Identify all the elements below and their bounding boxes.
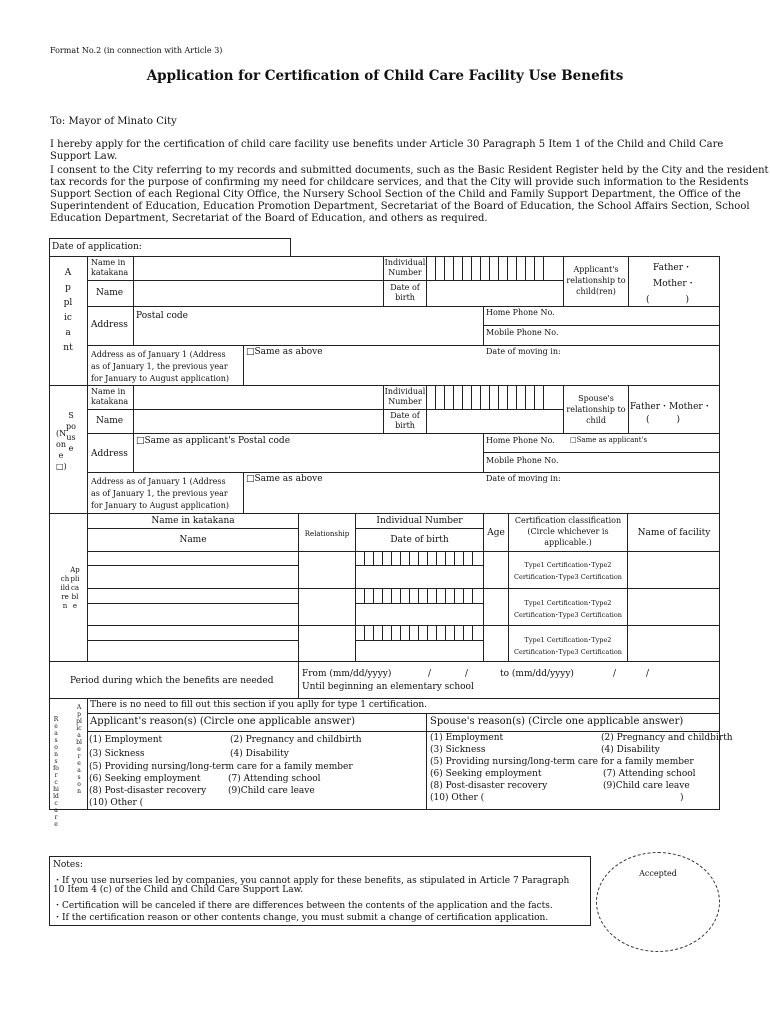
note-item: ・If the certification reason or other contents change, you must submit a change of certification application. — [53, 913, 549, 923]
applicant-individual-number-label: Individual Number — [384, 258, 426, 277]
children-side-label: children — [60, 575, 70, 610]
date-slash: / — [428, 669, 432, 679]
applicant-home-phone-label[interactable]: Home Phone No. — [486, 308, 555, 317]
spouse-katakana-input[interactable] — [134, 386, 382, 408]
col-relationship: Relationship — [304, 530, 350, 538]
spouse-relationship-label: Spouse's relationship to child — [566, 394, 626, 425]
applicant-relationship-label: Applicant's relationship to child(ren) — [566, 265, 626, 296]
reason-option[interactable]: (3) Sickness — [89, 749, 145, 759]
note-item: ・If you use nurseries led by companies, you cannot apply for these benefits, as stipulated in Article 7 Paragraph — [53, 876, 570, 886]
spouse-same-postal-checkbox[interactable]: □Same as applicant's Postal code — [136, 436, 291, 446]
spouse-individual-number-label: Individual Number — [384, 387, 426, 406]
col-certification: (Circle whichever is — [527, 527, 609, 536]
spouse-name-input[interactable] — [134, 410, 382, 432]
intro-line: I consent to the City referring to my records and submitted documents, such as the Basic Resident Register held by the City and the resident — [50, 165, 769, 176]
intro-line: I hereby apply for the certification of child care facility use benefits under Article 30 Paragraph 5 Item 1 of the Child and Child Care — [50, 139, 724, 150]
jan-address-label: Address as of January 1 (Address — [91, 350, 226, 359]
spouse-katakana-label: Name in katakana — [91, 387, 129, 406]
reason-option[interactable]: (10) Other ( — [89, 798, 144, 808]
applicant-mobile-phone-label[interactable]: Mobile Phone No. — [486, 328, 559, 337]
intro-line: Education Department, Secretariat of the Board of Education, and others as required. — [50, 213, 488, 224]
applicant-name-label: Name — [96, 288, 124, 298]
reason-option[interactable]: (9)Child care leave — [228, 786, 315, 796]
mother-option[interactable]: Mother・ — [653, 279, 696, 289]
col-date-of-birth: Date of birth — [390, 535, 449, 545]
cert-option[interactable]: Certification･Type3 Certification — [514, 573, 622, 581]
col-certification: Certification classification — [514, 516, 622, 525]
spouse-moving-in-label: Date of moving in: — [486, 474, 561, 483]
reasons-side-label: Applicable reason — [76, 704, 82, 795]
child-individual-number-input[interactable] — [355, 588, 483, 603]
cert-option[interactable]: Type1 Certification･Type2 — [524, 599, 612, 607]
period-from[interactable]: From (mm/dd/yyyy) — [302, 669, 392, 679]
date-slash: / — [465, 669, 469, 679]
intro-line: Superintendent of Education, Education Promotion Department, Secretariat of the Board of Education, the School Affairs Section, School — [50, 201, 750, 212]
cert-option[interactable]: Certification･Type3 Certification — [514, 648, 622, 656]
children-side-label: Applicable — [70, 566, 80, 610]
reason-option[interactable]: (2) Pregnancy and childbirth — [230, 735, 362, 745]
intro-line: Support Section of each Regional City Office, the Nursery School Section of the Child and Family Support Department, the Office of the — [50, 189, 741, 200]
applicant-individual-number-input[interactable] — [426, 256, 563, 280]
spouse-individual-number-input[interactable] — [426, 385, 563, 409]
reason-close-paren: ) — [680, 793, 684, 803]
applicant-address-input[interactable] — [134, 307, 482, 344]
father-option[interactable]: Father・ — [653, 263, 693, 273]
note-item: ・Certification will be canceled if there are differences between the contents of the application and the facts. — [53, 901, 553, 911]
col-certification: applicable.) — [544, 538, 592, 547]
cert-option[interactable]: Type1 Certification･Type2 — [524, 561, 612, 569]
intro-line: Support Law. — [50, 151, 118, 162]
reason-option[interactable]: (4) Disability — [601, 745, 660, 755]
period-label: Period during which the benefits are needed — [70, 676, 274, 686]
date-slash: / — [613, 669, 617, 679]
applicant-katakana-input[interactable] — [134, 257, 382, 279]
applicant-reasons-header: Applicant's reason(s) (Circle one applicable answer) — [90, 716, 355, 727]
reasons-side-label: Reasons for childcare — [53, 716, 59, 828]
jan-address-label: as of January 1, the previous year — [91, 489, 228, 498]
spouse-address-label: Address — [91, 449, 128, 459]
reason-option[interactable]: (7) Attending school — [603, 769, 696, 779]
date-of-application-field[interactable] — [49, 238, 291, 257]
spouse-father-mother-option[interactable]: Father・Mother・ — [630, 402, 712, 412]
applicant-katakana-label: Name in katakana — [91, 258, 129, 277]
intro-line: tax records for the purpose of confirming my need for childcare services, and that the City will provide such information to the Residents — [50, 177, 749, 188]
applicant-same-as-above-checkbox[interactable]: □Same as above — [246, 347, 323, 357]
reason-option[interactable]: (1) Employment — [89, 735, 163, 745]
cert-option[interactable]: Certification･Type3 Certification — [514, 611, 622, 619]
spouse-none-label[interactable]: (None□) — [56, 429, 67, 471]
spouse-dob-label: Date of birth — [390, 411, 420, 430]
spouse-address-input[interactable] — [134, 448, 482, 471]
col-facility: Name of facility — [637, 528, 711, 538]
spouse-same-as-above-checkbox[interactable]: □Same as above — [246, 474, 323, 484]
reason-option[interactable]: (8) Post-disaster recovery — [430, 781, 548, 791]
applicant-postal-code-label: Postal code — [136, 311, 188, 321]
col-name-katakana: Name in katakana — [151, 516, 235, 526]
col-name: Name — [179, 535, 207, 545]
spouse-same-phone-checkbox[interactable]: □Same as applicant's — [570, 436, 648, 444]
reason-option[interactable]: (9)Child care leave — [603, 781, 690, 791]
reason-option[interactable]: (10) Other ( — [430, 793, 485, 803]
spouse-name-label: Name — [96, 416, 124, 426]
period-to[interactable]: to (mm/dd/yyyy) — [500, 669, 574, 679]
accepted-label: Accepted — [639, 869, 677, 878]
format-note: Format No.2 (in connection with Article 3) — [50, 46, 223, 55]
date-of-application-label: Date of application: — [52, 242, 142, 252]
jan-address-label: as of January 1, the previous year — [91, 362, 228, 371]
reason-option[interactable]: (8) Post-disaster recovery — [89, 786, 207, 796]
reason-option[interactable]: (6) Seeking employment — [89, 774, 201, 784]
period-until-checkbox[interactable]: Until beginning an elementary school — [302, 682, 474, 692]
applicant-name-input[interactable] — [134, 281, 382, 305]
col-individual-number: Individual Number — [376, 516, 463, 526]
child-individual-number-input[interactable] — [355, 625, 483, 640]
reason-option[interactable]: (3) Sickness — [430, 745, 486, 755]
notes-title: Notes: — [53, 860, 83, 870]
col-age: Age — [487, 528, 505, 538]
spouse-reasons-header: Spouse's reason(s) (Circle one applicable answer) — [430, 716, 684, 727]
spouse-side-label: Spouse — [66, 411, 76, 453]
reason-option[interactable]: (7) Attending school — [228, 774, 321, 784]
cert-option[interactable]: Type1 Certification･Type2 — [524, 636, 612, 644]
reason-option[interactable]: (1) Employment — [430, 733, 504, 743]
child-individual-number-input[interactable] — [355, 551, 483, 565]
relationship-other[interactable]: ( ) — [646, 295, 690, 305]
spouse-mobile-phone-label[interactable]: Mobile Phone No. — [486, 456, 559, 465]
applicant-dob-input[interactable] — [427, 281, 562, 305]
spouse-relationship-other[interactable]: ( ) — [646, 415, 681, 425]
jan-address-label: for January to August application) — [91, 374, 229, 383]
applicant-side-label: Applicant — [63, 268, 73, 353]
spouse-dob-input[interactable] — [427, 410, 562, 432]
applicant-address-label: Address — [91, 320, 128, 330]
jan-address-label: for January to August application) — [91, 501, 229, 510]
reason-option[interactable]: (5) Providing nursing/long-term care for a family member — [89, 762, 353, 772]
note-item: 10 Item 4 (c) of the Child and Child Care Support Law. — [53, 885, 304, 895]
applicant-moving-in-label: Date of moving in: — [486, 347, 561, 356]
reason-option[interactable]: (6) Seeking employment — [430, 769, 542, 779]
reasons-note: There is no need to fill out this section if you aplly for type 1 certification. — [90, 700, 428, 710]
spouse-home-phone-label[interactable]: Home Phone No. — [486, 436, 555, 445]
page-title: Application for Certification of Child Care Facility Use Benefits — [146, 68, 624, 84]
applicant-dob-label: Date of birth — [390, 283, 420, 302]
accepted-stamp — [596, 852, 720, 952]
notes-box — [49, 856, 591, 926]
jan-address-label: Address as of January 1 (Address — [91, 477, 226, 486]
date-slash: / — [646, 669, 650, 679]
reason-option[interactable]: (5) Providing nursing/long-term care for a family member — [430, 757, 694, 767]
reason-option[interactable]: (2) Pregnancy and childbirth — [601, 733, 733, 743]
addressee: To: Mayor of Minato City — [50, 116, 177, 127]
reason-option[interactable]: (4) Disability — [230, 749, 289, 759]
